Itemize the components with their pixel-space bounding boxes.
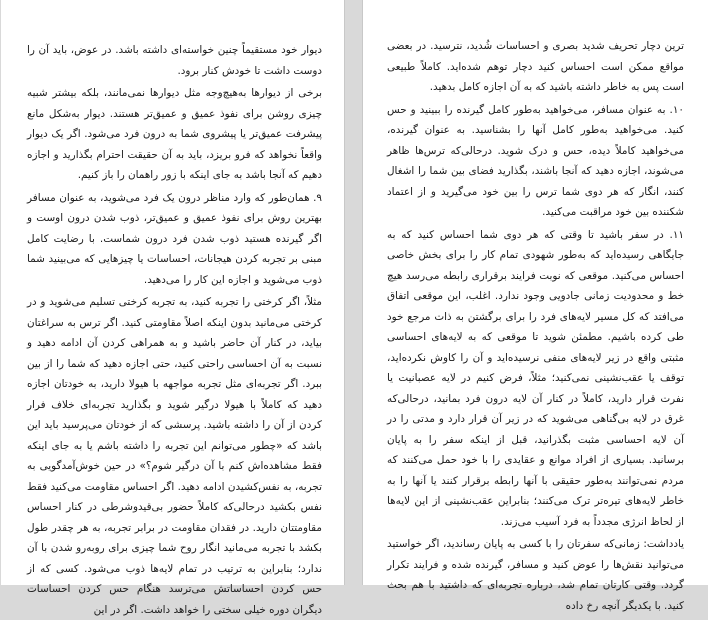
right-page-text [387,36,684,612]
paragraph: دیوار خود مستقیماً چنین خواسته‌ای داشته باشد. در عوض، باید آن را دوست داشت تا خودش کنار برود. [27,44,322,77]
paragraph: ترین دچار تحریف شدید بصری و احساسات شُدید، نترسید. در بعضی مواقع ممکن است احساس کنید دچار توهم شده‌اید. کاملاً طبیعی است پس به خاطر داشته باشید که به آن اجازه کامل بدهید. [387,40,684,93]
left-page-text [27,40,322,616]
left-page [1,0,345,616]
right-page [362,0,708,612]
paragraph: ۱۱. در سفر باشید تا وقتی که هر دوی شما احساس کنید که به جایگاهی رسیده‌اید که به‌طور شهودی تمام کار را برای بخش خاصی احساس می‌کنید. موقعی که نوبت فرایند برقراری رابطه می‌رسد هیچ خط و محدودیت زمانی جادویی وجود ندارد. اغلب، این موقعی اتفاق می‌افتد که کل مسیر لایه‌های فرد را برای برگشتن به ذات مرجع خود طی کرده باشیم. مطمئن شوید تا موقعی که به لایه‌های احساسی مثبتی واقع در زیر لایه‌های منفی نرسیده‌اید و آن را کاوش نکرده‌اید، توقف یا عقب‌نشینی نمی‌کنید؛ مثلاً، فرض کنیم در لایه عصبانیت یا نفرت قرار دارید، کاملاً در کنار آن لایه درون فرد بمانید، درحالی‌که غرق در لایه بی‌گناهی می‌شوید که در زیر آن قرار دارد و مدتی را در آن لایه احساسی مثبت بگذرانید، قبل از اینکه سفر را به پایان برسانید. بسیاری از افراد موانع و عقایدی را با خود حمل می‌کنند که مردم نمی‌توانند به‌طور حقیقی با آنها رابطه برقرار کنند یا آنها را به خاطر لایه‌های تیره‌تر ترک می‌کنند؛ بنابراین عقب‌نشینی از این لایه‌ها از لحاظ انرژی مجدداً به فرد آسیب می‌زند. [387,228,684,528]
paragraph: یادداشت: زمانی‌که سفرتان را با کسی به پایان رساندید، اگر خواستید می‌توانید نقش‌ها را عوض کنید و مسافر، گیرنده شده و فرایند تکرار گردد. وقتی کارتان تمام شد، درباره تجربه‌ای که داشتید با هم بحث کنید. با یکدیگر آنچه رخ داده [387,538,684,612]
paragraph: ۹. همان‌طور که وارد مناظر درون یک فرد می‌شوید، به عنوان مسافر بهترین روش برای نفوذ عمیق و عمیق‌تر، ذوب شدن درون اوست و اگر گیرنده هستید ذوب شدن فرد درون شماست. با رضایت کامل مبنی بر تجربه کردن هیجانات، احساسات یا چیزهایی که می‌بینید شما ذوب می‌شوید و اجازه این کار را می‌دهید. [27,191,322,286]
paragraph: مثلاً، اگر کرختی را تجربه کنید، به تجربه کرختی تسلیم می‌شوید و در کرختی می‌مانید بدون اینکه اصلاً مقاومتی کنید. اگر ترس به سراغتان بیاید، در کنار آن حاضر باشید و به همراهی کردن آن ادامه دهید و نسبت به آن احساسی راحتی کنید، حتی اجازه دهید که شما را از بین ببرد. اگر تجربه‌ای مثل تجربه مواجهه با هیولا دارید، به خودتان اجازه دهید که کاملاً با هیولا درگیر شوید و بگذارید تجربه‌ای خلاف فرار کردن از آن را داشته باشید. پرسشی که از خودتان می‌پرسید باید این باشد که «چطور می‌توانم این تجربه را داشته باشم یا به جای اینکه فقط مشاهده‌اش کنم با آن درگیر شوم؟» در حین خوش‌آمدگویی به تجربه، به نفس‌کشیدن ادامه دهید. اگر احساس مقاومت می‌کنید فقط نفس بکشید درحالی‌که کاملاً حضور بی‌قیدوشرطی در کنار احساس مقاومتتان دارید. در فقدان مقاومت در برابر تجربه، به هر چقدر طول بکشد با تجربه می‌مانید انگار روح شما چیزی برای روبه‌رو شدن با آن ندارد؛ بنابراین به ترتیب در تمام لایه‌ها ذوب می‌شود. کسی که از حس کردن احساساتش می‌ترسد هنگام حس کردن احساسات دیگران دوره خیلی سختی را خواهد داشت. اگر در این [27,296,322,616]
paragraph: ۱۰. به عنوان مسافر، می‌خواهید به‌طور کامل گیرنده را ببینید و حس کنید. می‌خواهید به‌طور کامل آنها را بشناسید. به عنوان گیرنده، می‌خواهید کاملاً دیده، حس و درک شوید. درحالی‌که ترس‌ها ظاهر می‌شوند، اجازه دهید که آنجا باشند، بگذارید فضای بین شما را اشغال کنند، انگار که هر دوی شما ترس را بین خود می‌گیرید و از اعتماد شکننده بین خود مراقبت می‌کنید. [387,103,684,218]
paragraph: برخی از دیوارها به‌هیچ‌وجه مثل دیوارها نمی‌مانند، بلکه بیشتر شبیه چیزی روشن برای نفوذ عمیق و عمیق‌تر هستند. دیوار به‌شکل مانع پیشرفت عمیق‌تر یا پیشروی شما به درون فرد می‌شود. اگر یک دیوار واقعاً نخواهد که فرو بریزد، باید به آن حقیقت احترام بگذارید و اجازه دهیم که آنجا باشد به جای اینکه با زور راهمان را باز کنیم. [27,87,322,181]
